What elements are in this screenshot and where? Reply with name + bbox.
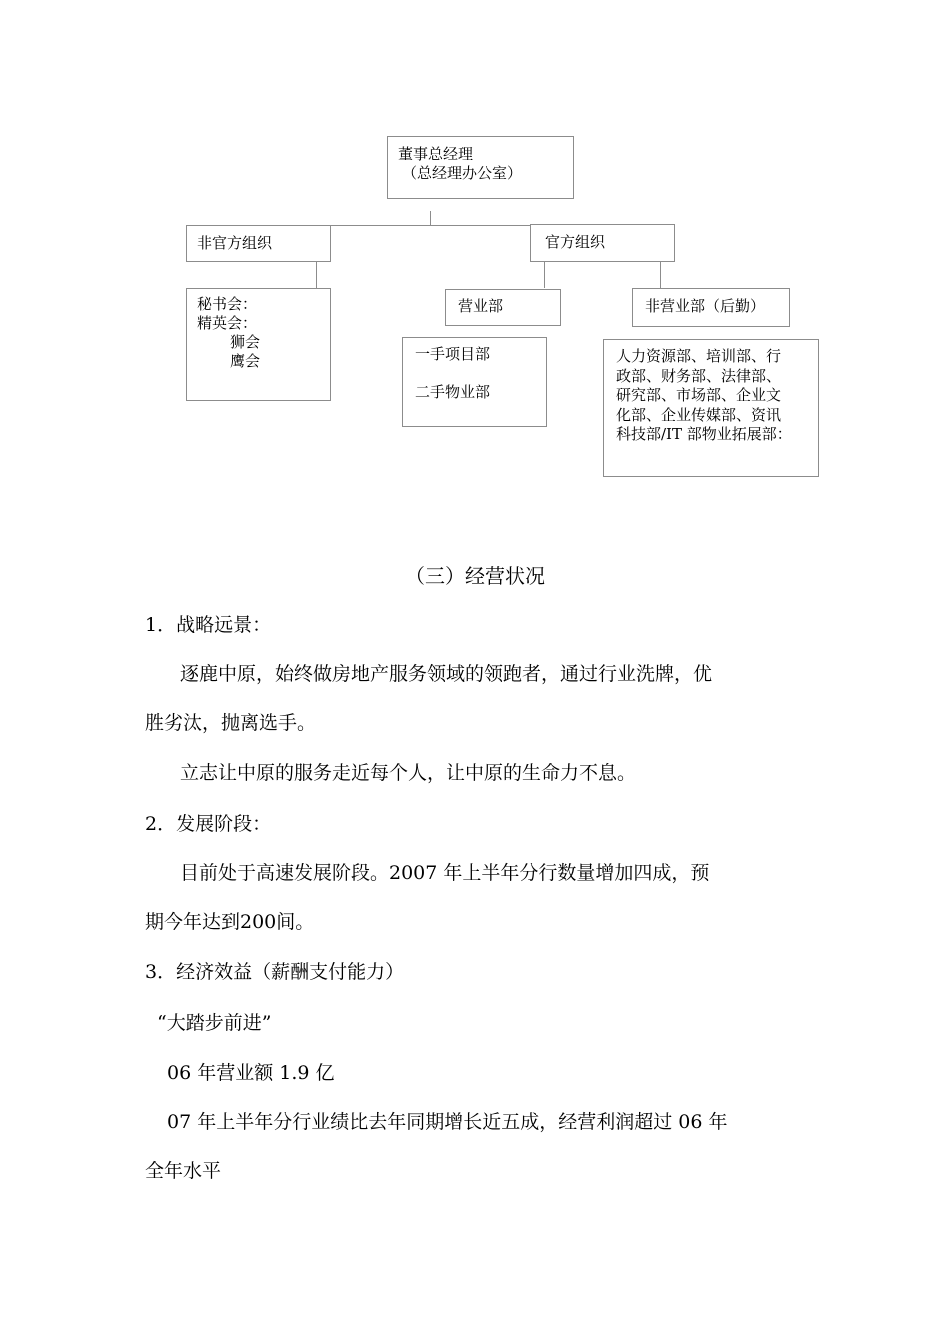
connector-left-down xyxy=(316,262,317,288)
org-dept-line-2: 政部、财务部、法律部、 xyxy=(616,366,782,385)
org-official-label: 官方组织 xyxy=(545,233,606,251)
org-business-detail-box xyxy=(402,337,547,427)
strategy-paragraph-line-1: 逐鹿中原，始终做房地产服务领域的领跑者，通过行业洗牌，优 xyxy=(180,663,713,685)
org-unofficial-box xyxy=(186,225,331,262)
org-business-label: 营业部 xyxy=(458,297,504,315)
strategy-heading: 1．战略远景： xyxy=(145,614,272,636)
economic-heading: 3．经济效益（薪酬支付能力） xyxy=(145,961,405,983)
org-lion-club: 狮会 xyxy=(230,333,261,351)
org-elite-club: 精英会： xyxy=(197,314,258,332)
org-dept-line-1: 人力资源部、培训部、行 xyxy=(616,347,782,365)
development-heading: 2．发展阶段： xyxy=(145,813,272,835)
economic-revenue: 06 年营业额 1.9 亿 xyxy=(167,1062,335,1084)
economic-growth-line-2: 全年水平 xyxy=(145,1160,222,1182)
connector-root-down xyxy=(430,211,431,225)
org-root-subtitle: （总经理办公室） xyxy=(402,164,523,182)
org-dept-line-4: 化部、企业传媒部、资讯 xyxy=(616,405,782,424)
org-nonbusiness-box xyxy=(632,288,790,327)
org-secondary-property: 二手物业部 xyxy=(415,383,491,401)
economic-growth-line-1: 07 年上半年分行业绩比去年同期增长近五成，经营利润超过 06 年 xyxy=(167,1111,728,1133)
org-eagle-club: 鹰会 xyxy=(230,352,261,370)
org-root-box xyxy=(387,136,574,199)
org-nonbusiness-detail-box xyxy=(603,339,819,477)
org-nonbusiness-label: 非营业部（后勤） xyxy=(645,297,766,315)
org-secretary-club: 秘书会： xyxy=(197,295,258,313)
economic-quote: “大踏步前进” xyxy=(157,1012,272,1034)
org-dept-line-3: 研究部、市场部、企业文 xyxy=(616,386,782,404)
development-paragraph-line-1: 目前处于高速发展阶段。2007 年上半年分行数量增加四成，预 xyxy=(180,862,710,884)
org-official-box xyxy=(530,224,675,262)
org-primary-projects: 一手项目部 xyxy=(415,345,491,363)
org-unofficial-detail-box xyxy=(186,288,331,401)
development-paragraph-line-2: 期今年达到200间。 xyxy=(145,911,315,933)
connector-nonbusiness-down xyxy=(660,262,661,288)
org-business-box xyxy=(445,289,561,326)
connector-business-down xyxy=(544,262,545,288)
org-chart xyxy=(0,0,950,520)
org-root-title: 董事总经理 xyxy=(398,145,474,163)
section-title: （三）经营状况 xyxy=(405,564,545,588)
connector-top-bar xyxy=(330,225,530,226)
strategy-paragraph-line-2: 胜劣汰，抛离选手。 xyxy=(145,712,317,734)
org-unofficial-label: 非官方组织 xyxy=(197,234,273,252)
strategy-paragraph-2: 立志让中原的服务走近每个人，让中原的生命力不息。 xyxy=(180,762,637,784)
org-dept-line-5: 科技部/IT 部物业拓展部： xyxy=(616,425,792,443)
